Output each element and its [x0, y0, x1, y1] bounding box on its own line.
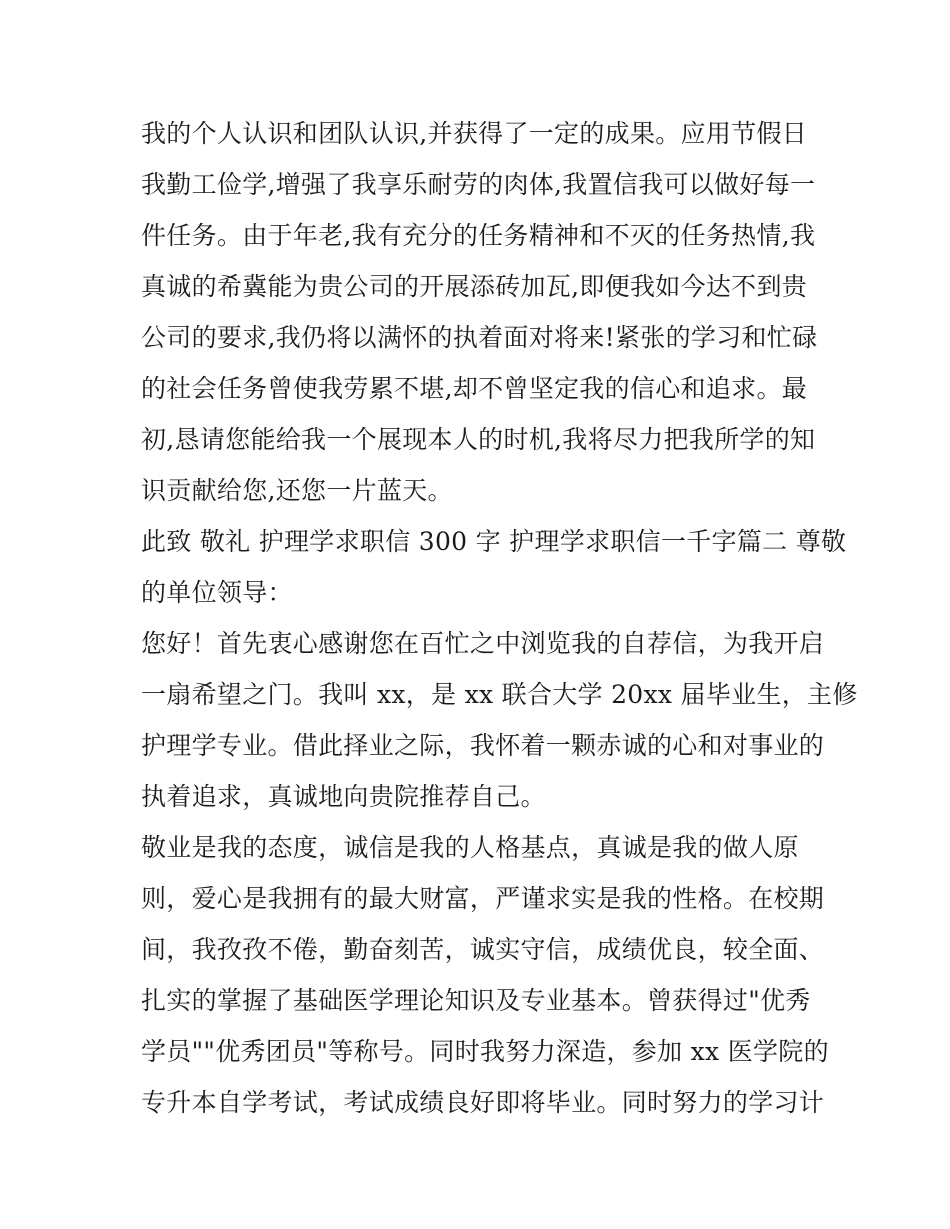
text-line-7: 初,恳请您能给我一个展现本人的时机,我将尽力把我所学的知: [141, 425, 816, 454]
text-line-3: 件任务。由于年老,我有充分的任务精神和不灭的任务热情,我: [141, 221, 816, 250]
text-line-9: 此致 敬礼 护理学求职信 300 字 护理学求职信一千字篇二 尊敬: [141, 527, 847, 556]
text-line-12: 一扇希望之门。我叫 xx，是 xx 联合大学 20xx 届毕业生，主修: [141, 680, 858, 709]
text-line-17: 间，我孜孜不倦，勤奋刻苦，诚实守信，成绩优良，较全面、: [141, 935, 825, 964]
text-line-14: 执着追求，真诚地向贵院推荐自己。: [141, 782, 546, 811]
text-line-6: 的社会任务曾使我劳累不堪,却不曾坚定我的信心和追求。最: [141, 374, 808, 403]
text-line-16: 则，爱心是我拥有的最大财富，严谨求实是我的性格。在校期: [141, 884, 825, 913]
text-line-8: 识贡献给您,还您一片蓝天。: [141, 476, 453, 505]
text-line-10: 的单位领导：: [141, 578, 293, 607]
text-line-15: 敬业是我的态度，诚信是我的人格基点，真诚是我的做人原: [141, 833, 799, 862]
document-body: [141, 108, 858, 1128]
text-line-18: 扎实的掌握了基础医学理论知识及专业基本。曾获得过"优秀: [141, 986, 811, 1015]
text-line-11: 您好！首先衷心感谢您在百忙之中浏览我的自荐信，为我开启: [141, 629, 825, 658]
text-line-13: 护理学专业。借此择业之际，我怀着一颗赤诚的心和对事业的: [141, 731, 825, 760]
text-line-20: 专升本自学考试，考试成绩良好即将毕业。同时努力的学习计: [141, 1088, 825, 1117]
text-line-19: 学员""优秀团员"等称号。同时我努力深造，参加 xx 医学院的: [141, 1037, 829, 1066]
text-line-2: 我勤工俭学,增强了我享乐耐劳的肉体,我置信我可以做好每一: [141, 170, 816, 199]
text-line-4: 真诚的希冀能为贵公司的开展添砖加瓦,即便我如今达不到贵: [141, 272, 808, 301]
text-line-1: 我的个人认识和团队认识,并获得了一定的成果。应用节假日: [141, 119, 808, 148]
text-line-5: 公司的要求,我仍将以满怀的执着面对将来!紧张的学习和忙碌: [141, 323, 818, 352]
